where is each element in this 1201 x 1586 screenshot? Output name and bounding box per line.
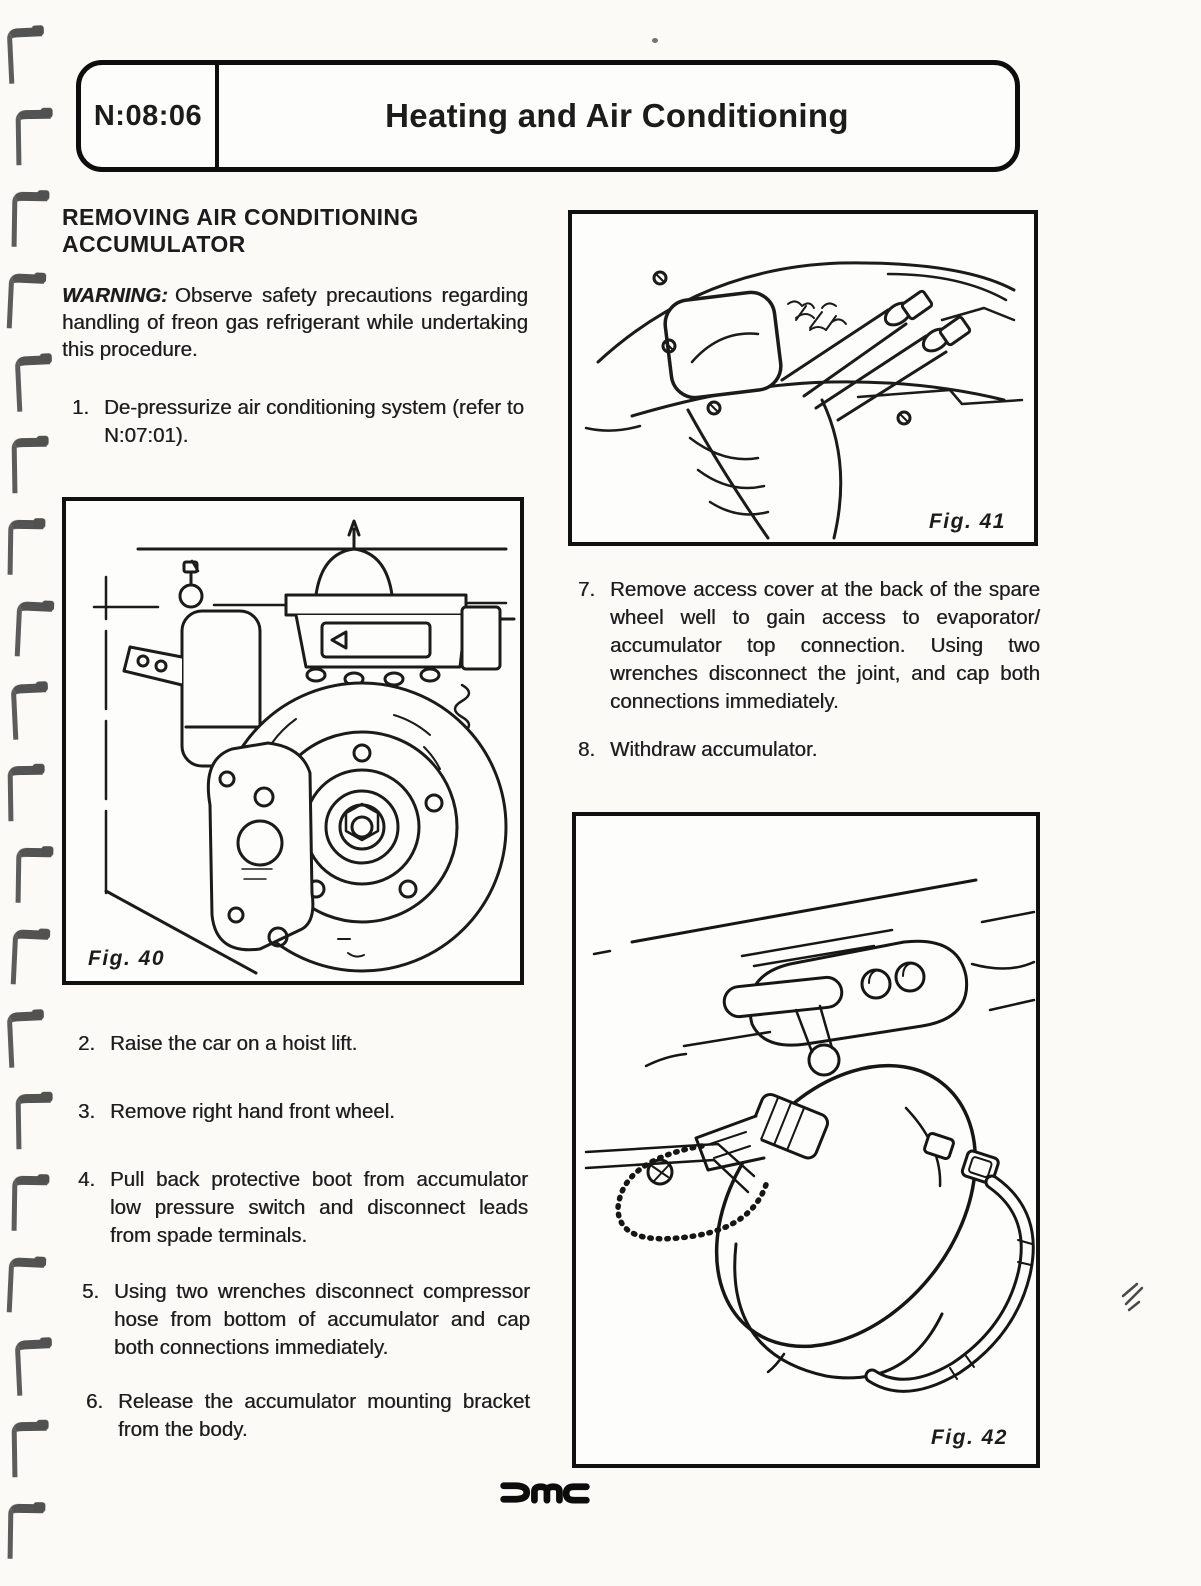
binder-hook-icon — [7, 27, 45, 84]
dmc-logo — [497, 1480, 593, 1505]
binder-hook-icon — [15, 601, 53, 658]
step-3-text: Remove right hand front wheel. — [110, 1100, 395, 1123]
binder-hook-icon — [11, 683, 49, 740]
binder-hook-icon — [15, 355, 53, 412]
binder-hook-icon — [8, 766, 44, 822]
section-code: N:08:06 — [81, 65, 219, 167]
step-5-number: 5. — [82, 1280, 100, 1303]
warning-label: WARNING: — [62, 284, 168, 307]
binder-hook-icon — [11, 929, 49, 986]
step-4-text: Pull back protective boot from accumulator low pressure switch and disconnect leads from spade terminals. — [110, 1168, 528, 1247]
scan-dot-artifact — [652, 38, 658, 43]
step-4 — [78, 1166, 528, 1250]
step-6-text: Release the accumulator mounting bracket from the body. — [118, 1390, 530, 1441]
fig42-caption: Fig. 42 — [930, 1426, 1008, 1449]
step-8-text: Withdraw accumulator. — [610, 738, 818, 761]
step-8 — [578, 736, 1040, 764]
page-title: Heating and Air Conditioning — [385, 97, 849, 134]
binder-hook-icon — [8, 520, 44, 576]
warning-text: Observe safety precautions regarding handling of freon gas refrigerant while undertaking this procedure. — [62, 284, 528, 361]
step-7-text: Remove access cover at the back of the spare wheel well to gain access to evaporator/ accumulator top connection. Using two wrenches disconnect the joint, and cap both connections immediately. — [610, 578, 1040, 713]
section-heading-line2: ACCUMULATOR — [62, 231, 246, 257]
binder-hook-icon — [16, 110, 52, 166]
step-5-text: Using two wrenches disconnect compressor hose from bottom of accumulator and cap both connections immediately. — [114, 1280, 530, 1359]
fig40-brake-accumulator-drawing — [66, 501, 520, 981]
binder-hook-icon — [12, 438, 48, 494]
binder-hook-icon — [12, 1422, 48, 1478]
step-1 — [72, 394, 524, 450]
binder-hook-icon — [12, 192, 48, 248]
fig40-caption: Fig. 40 — [88, 947, 166, 970]
step-1-text: De-pressurize air conditioning system (refer to N:07:01). — [104, 396, 524, 447]
fig41-caption: Fig. 41 — [928, 510, 1006, 533]
binder-hook-icon — [7, 273, 45, 330]
warning-note — [62, 282, 528, 363]
figure-42 — [572, 812, 1040, 1468]
fig41-wheel-well-drawing — [572, 214, 1034, 542]
figure-41 — [568, 210, 1038, 546]
binder-hook-icon — [15, 1339, 53, 1396]
page-header — [76, 60, 1020, 172]
binder-hook-icon — [7, 1011, 45, 1068]
binder-hook-icon — [8, 1504, 44, 1560]
fig42-accumulator-drawing — [576, 816, 1036, 1464]
ink-smudge-artifact — [1120, 1280, 1148, 1312]
step-6-number: 6. — [86, 1390, 104, 1413]
step-2-number: 2. — [78, 1032, 96, 1055]
step-4-number: 4. — [78, 1168, 96, 1191]
step-7 — [578, 576, 1040, 716]
step-7-number: 7. — [578, 578, 596, 601]
step-3 — [78, 1098, 526, 1126]
binder-hook-icon — [12, 1176, 48, 1232]
step-1-number: 1. — [72, 396, 90, 419]
figure-40 — [62, 497, 524, 985]
step-3-number: 3. — [78, 1100, 96, 1123]
step-2-text: Raise the car on a hoist lift. — [110, 1032, 358, 1055]
step-8-number: 8. — [578, 738, 596, 761]
step-6 — [86, 1388, 530, 1444]
binder-hook-icon — [16, 848, 52, 904]
binder-hook-icon — [7, 1257, 45, 1314]
section-heading-line1: REMOVING AIR CONDITIONING — [62, 204, 419, 230]
step-5 — [82, 1278, 530, 1362]
binder-hook-icon — [16, 1094, 52, 1150]
step-2 — [78, 1030, 526, 1058]
section-heading — [62, 204, 532, 258]
